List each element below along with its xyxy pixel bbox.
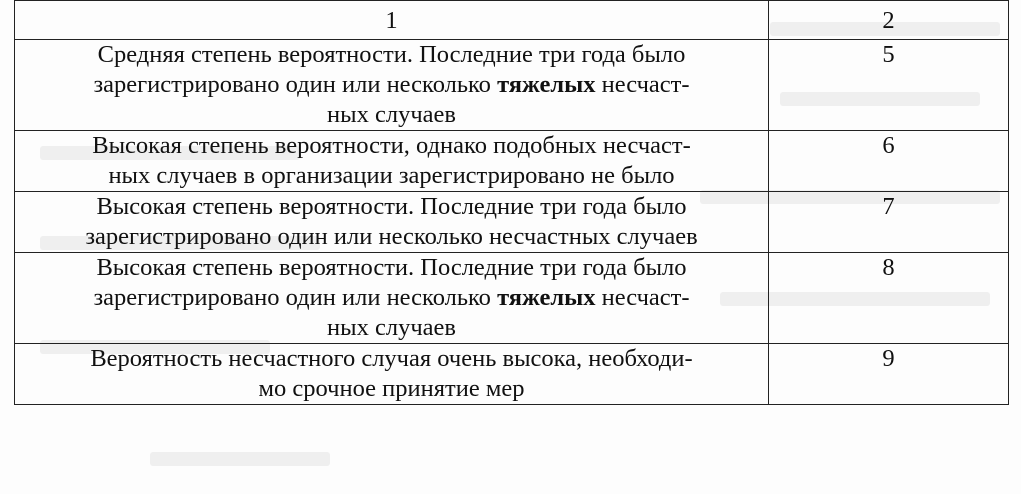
row-value: 5 — [769, 40, 1009, 131]
column-header-1: 1 — [15, 1, 769, 40]
table-row — [15, 131, 1009, 192]
row-value: 6 — [769, 131, 1009, 192]
probability-table — [14, 0, 1009, 405]
description-line: мо срочное принятие мер — [258, 375, 525, 402]
emphasis-text: тяжелых — [497, 284, 596, 311]
column-header-2: 2 — [769, 1, 1009, 40]
row-description — [15, 131, 769, 192]
description-line: Высокая степень вероятности. Последние три года было — [96, 254, 687, 281]
row-value: 7 — [769, 192, 1009, 253]
description-line: Средняя степень вероятности. Последние три года было — [97, 41, 686, 68]
row-description — [15, 344, 769, 405]
emphasis-text: тяжелых — [497, 71, 596, 98]
description-line: ных случаев в организации зарегистрировано не было — [108, 162, 675, 189]
row-description — [15, 253, 769, 344]
description-line: зарегистрировано один или несколько несчастных случаев — [85, 223, 698, 250]
document-table-container — [14, 0, 1008, 405]
description-line: Высокая степень вероятности. Последние три года было — [96, 193, 687, 220]
description-line: зарегистрировано один или несколько тяжелых несчаст- — [93, 71, 690, 98]
table-row — [15, 253, 1009, 344]
description-line: зарегистрировано один или несколько тяжелых несчаст- — [93, 284, 690, 311]
description-line: Высокая степень вероятности, однако подобных несчаст- — [92, 132, 691, 159]
description-line: Вероятность несчастного случая очень высока, необходи- — [90, 345, 693, 372]
table-header-row — [15, 1, 1009, 40]
row-value: 9 — [769, 344, 1009, 405]
table-row — [15, 192, 1009, 253]
row-description — [15, 192, 769, 253]
table-row — [15, 344, 1009, 405]
row-description — [15, 40, 769, 131]
description-line: ных случаев — [327, 101, 456, 128]
row-value: 8 — [769, 253, 1009, 344]
table-row — [15, 40, 1009, 131]
description-line: ных случаев — [327, 314, 456, 341]
